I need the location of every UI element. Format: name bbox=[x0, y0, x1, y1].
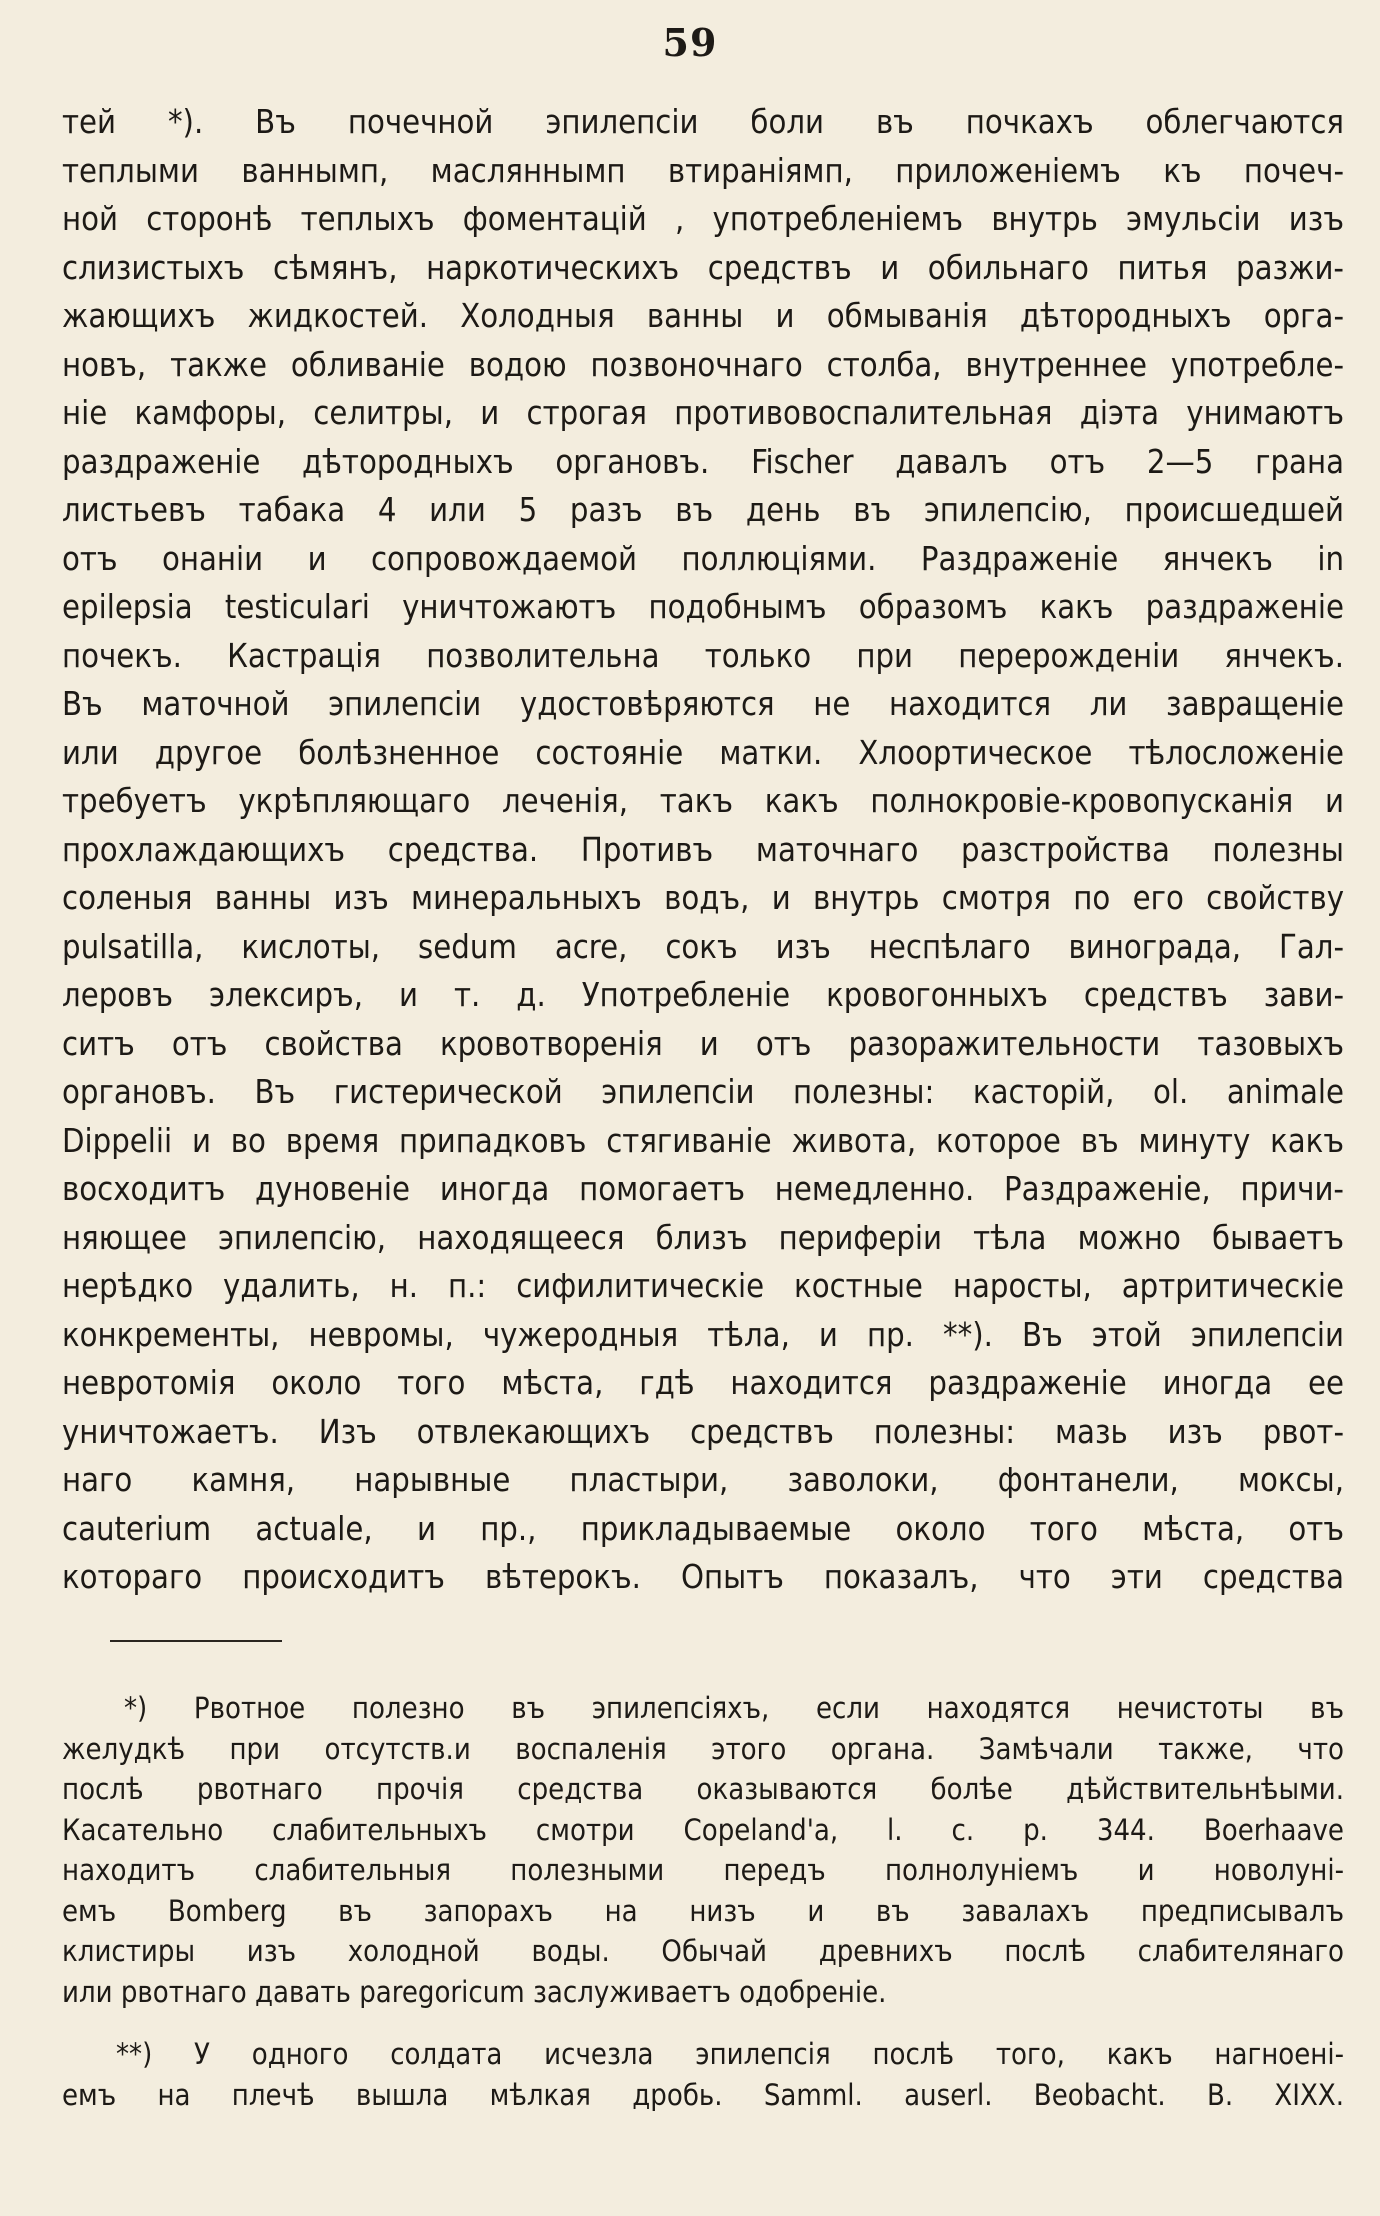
footnotes bbox=[62, 1688, 1344, 2115]
body-text-line: новъ, также обливаніе водою позвоночнаго столба, внутреннее употребле- bbox=[62, 345, 1344, 384]
body-text-line: прохлаждающихъ средства. Противъ маточнаго разстройства полезны bbox=[62, 830, 1344, 869]
body-text-line: невротомія около того мѣста, гдѣ находится раздраженіе иногда ее bbox=[62, 1364, 1344, 1402]
body-text-line: соленыя ванны изъ минеральныхъ водъ, и внутрь смотря по его свойству bbox=[62, 879, 1344, 917]
footnote-1-line: желудкѣ при отсутств.и воспаленія этого органа. Замѣчали также, что bbox=[62, 1731, 1344, 1766]
body-text-line: раздраженіе дѣтородныхъ органовъ. Fischer давалъ отъ 2—5 грана bbox=[62, 442, 1344, 481]
footnote-1-line: находитъ слабительныя полезными передъ полнолуніемъ и новолуні- bbox=[62, 1853, 1344, 1887]
footnote-2 bbox=[62, 2034, 1344, 2115]
footnote-1-line: послѣ рвотнаго прочія средства оказываются болѣе дѣйствительнѣыми. bbox=[62, 1772, 1344, 1806]
body-text-line: почекъ. Кастрація позволительна только при перерожденіи янчекъ. bbox=[62, 636, 1344, 675]
footnote-1-line: емъ Bomberg въ запорахъ на низъ и въ завалахъ предписывалъ bbox=[62, 1893, 1344, 1928]
body-text-line: органовъ. Въ гистерической эпилепсіи полезны: касторій, ol. animale bbox=[62, 1073, 1344, 1111]
body-text-line: Dippelii и во время припадковъ стягиваніе живота, которое въ минуту какъ bbox=[62, 1121, 1344, 1160]
body-text-line: восходитъ дуновеніе иногда помогаетъ немедленно. Раздраженіе, причи- bbox=[62, 1170, 1344, 1208]
body-text-line: конкременты, невромы, чужеродныя тѣла, и пр. **). Въ этой эпилепсіи bbox=[62, 1315, 1344, 1354]
footnote-divider bbox=[110, 1640, 282, 1642]
body-text-line: ситъ отъ свойства кровотворенія и отъ разоражительности тазовыхъ bbox=[62, 1024, 1344, 1063]
footnote-1-line: или рвотнаго давать paregoricum заслуживаетъ одобреніе. bbox=[62, 1974, 887, 2009]
footnote-1-line: *) Рвотное полезно въ эпилепсіяхъ, если находятся нечистоты въ bbox=[124, 1691, 1344, 1725]
body-text-line: тей *). Въ почечной эпилепсіи боли въ почкахъ облегчаются bbox=[62, 103, 1344, 141]
body-text-line: нерѣдко удалить, н. п.: сифилитическіе костные наросты, артритическіе bbox=[62, 1267, 1344, 1305]
body-text-line: или другое болѣзненное состояніе матки. Хлоортическое тѣлосложеніе bbox=[62, 733, 1344, 772]
body-text-line: Въ маточной эпилепсіи удостовѣряются не находится ли завращеніе bbox=[62, 685, 1344, 723]
body-text-line: cauterium actuale, и пр., прикладываемые около того мѣста, отъ bbox=[62, 1509, 1344, 1548]
body-text-line: листьевъ табака 4 или 5 разъ въ день въ эпилепсію, происшедшей bbox=[62, 491, 1344, 529]
body-text-line: няющее эпилепсію, находящееся близъ периферіи тѣла можно бываетъ bbox=[62, 1218, 1344, 1257]
body-text-line: теплыми ваннымп, масляннымп втираніямп, приложеніемъ къ почеч- bbox=[62, 151, 1344, 190]
body-text-line: жающихъ жидкостей. Холодныя ванны и обмыванія дѣтородныхъ орга- bbox=[62, 297, 1344, 335]
footnote-2-line: емъ на плечѣ вышла мѣлкая дробь. Samml. auserl. Beobacht. B. XIXX. bbox=[62, 2077, 1344, 2112]
footnote-1-line: Касательно слабительныхъ смотри Copeland'a, l. c. p. 344. Boerhaave bbox=[62, 1812, 1344, 1847]
page-number: 59 bbox=[662, 20, 718, 65]
body-text-line: pulsatilla, кислоты, sedum acre, сокъ изъ неспѣлаго винограда, Гал- bbox=[62, 927, 1344, 966]
body-text-line: леровъ элексиръ, и т. д. Употребленіе кровогонныхъ средствъ зави- bbox=[62, 976, 1344, 1014]
body-text-line: требуетъ укрѣпляющаго леченія, такъ какъ полнокровіе-кровопусканія и bbox=[62, 782, 1344, 820]
body-text-line: ніе камфоры, селитры, и строгая противовоспалительная діэта унимаютъ bbox=[62, 394, 1344, 432]
footnote-1 bbox=[62, 1688, 1344, 2012]
body-text-line: уничтожаетъ. Изъ отвлекающихъ средствъ полезны: мазь изъ рвот- bbox=[62, 1412, 1344, 1451]
body-text-line: epilepsia testiculari уничтожаютъ подобнымъ образомъ какъ раздраженіе bbox=[62, 588, 1344, 626]
main-text bbox=[62, 98, 1344, 1602]
footnote-1-line: клистиры изъ холодной воды. Обычай древнихъ послѣ слабителянаго bbox=[62, 1934, 1344, 1968]
body-text-line: слизистыхъ сѣмянъ, наркотическихъ средствъ и обильнаго питья разжи- bbox=[62, 248, 1344, 287]
body-text-line: котораго происходитъ вѣтерокъ. Опытъ показалъ, что эти средства bbox=[62, 1558, 1344, 1596]
body-text-line: наго камня, нарывные пластыри, заволоки, фонтанели, моксы, bbox=[62, 1461, 1344, 1499]
body-text-line: отъ онаніи и сопровождаемой поллюціями. Раздраженіе янчекъ in bbox=[62, 539, 1344, 578]
body-text-line: ной сторонѣ теплыхъ фоментацій , употребленіемъ внутрь эмульсіи изъ bbox=[62, 200, 1344, 238]
footnote-2-line: **) У одного солдата исчезла эпилепсія послѣ того, какъ нагноені- bbox=[116, 2037, 1344, 2071]
